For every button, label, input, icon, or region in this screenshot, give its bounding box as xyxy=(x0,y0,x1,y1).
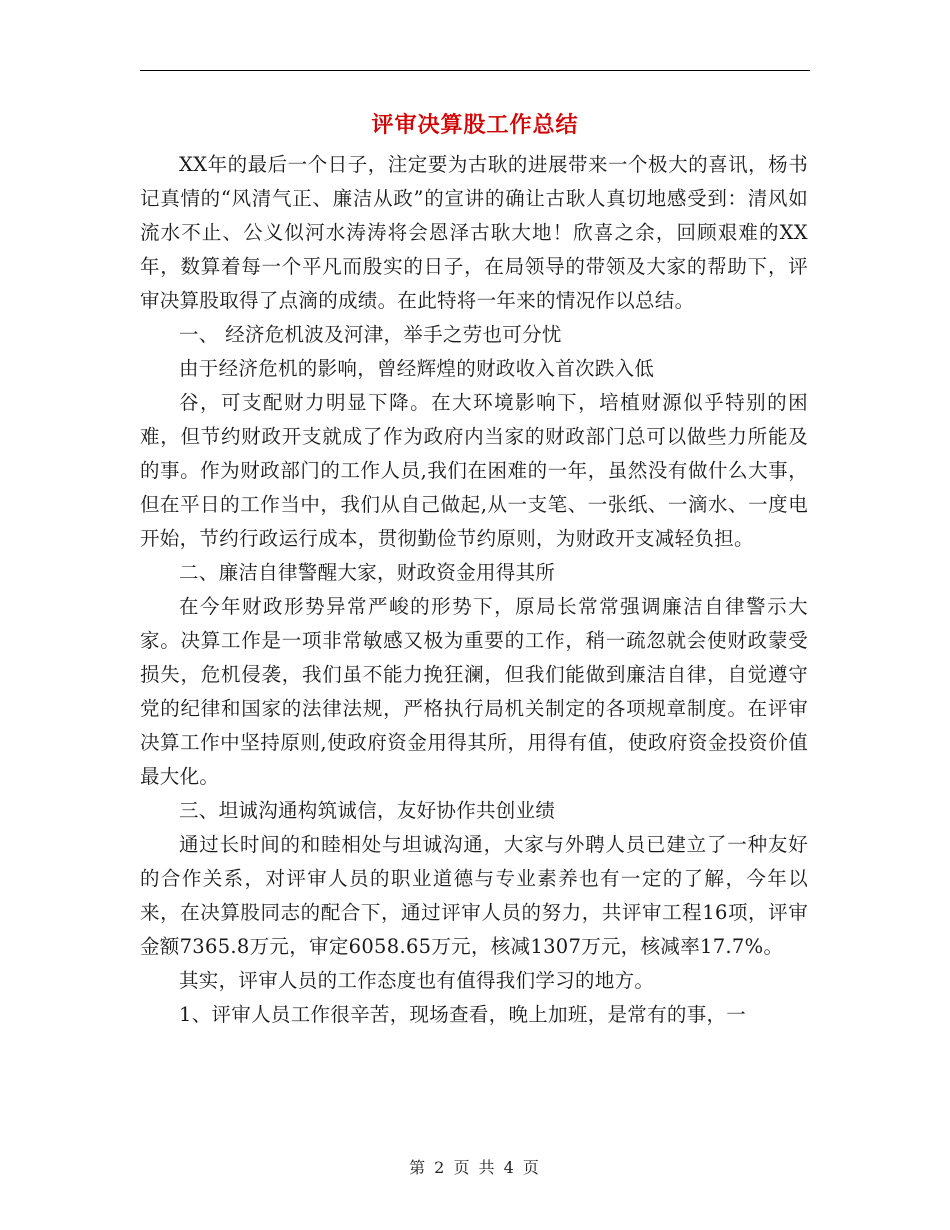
paragraph-section3: 通过长时间的和睦相处与坦诚沟通，大家与外聘人员已建立了一种友好的合作关系，对评审人员的职业道德与专业素养也有一定的了解，今年以来，在决算股同志的配合下，通过评审人员的努力，共评审工程16项，评审金额7365.8万元，审定6058.65万元，核减1307万元，核减率17.7%。 xyxy=(140,833,808,958)
page-number: 第 2 页 共 4 页 xyxy=(409,1158,541,1177)
document-body xyxy=(140,148,808,1032)
header-rule xyxy=(140,70,810,71)
document-title: 评审决算股工作总结 xyxy=(371,112,579,138)
section-heading-3: 三、坦诚沟通构筑诚信，友好协作共创业绩 xyxy=(179,799,556,822)
paragraph-section1: 谷，可支配财力明显下降。在大环境影响下，培植财源似乎特别的困难，但节约财政开支就成了作为政府内当家的财政部门总可以做些力所能及的事。作为财政部门的工作人员,我们在困难的一年，虽然没有做什么大事，但在平日的工作当中，我们从自己做起,从一支笔、一张纸、一滴水、一度电开始，节约行政运行成本，贯彻勤俭节约原则，为财政开支减轻负担。 xyxy=(140,391,808,550)
section-heading-1: 一、 经济危机波及河津，举手之劳也可分忧 xyxy=(179,323,562,346)
paragraph-intro: XX年的最后一个日子，注定要为古耿的进展带来一个极大的喜讯，杨书记真情的“风清气正、廉洁从政”的宣讲的确让古耿人真切地感受到：清风如流水不止、公义似河水涛涛将会恩泽古耿大地！欣喜之余，回顾艰难的XX年，数算着每一个平凡而殷实的日子，在局领导的带领及大家的帮助下，评审决算股取得了点滴的成绩。在此特将一年来的情况作以总结。 xyxy=(140,153,808,312)
paragraph-section1-line1: 由于经济危机的影响，曾经辉煌的财政收入首次跌入低 xyxy=(179,357,655,380)
paragraph-section2: 在今年财政形势异常严峻的形势下，原局长常常强调廉洁自律警示大家。决算工作是一项非常敏感又极为重要的工作，稍一疏忽就会使财政蒙受损失，危机侵袭，我们虽不能力挽狂澜，但我们能做到廉洁自律，自觉遵守党的纪律和国家的法律法规，严格执行局机关制定的各项规章制度。在评审决算工作中坚持原则,使政府资金用得其所，用得有值，使政府资金投资价值最大化。 xyxy=(140,595,808,788)
paragraph-learning: 其实，评审人员的工作态度也有值得我们学习的地方。 xyxy=(179,969,655,992)
list-item-1: 1、评审人员工作很辛苦，现场查看，晚上加班，是常有的事，一 xyxy=(179,1003,747,1026)
section-heading-2: 二、廉洁自律警醒大家，财政资金用得其所 xyxy=(179,561,556,584)
